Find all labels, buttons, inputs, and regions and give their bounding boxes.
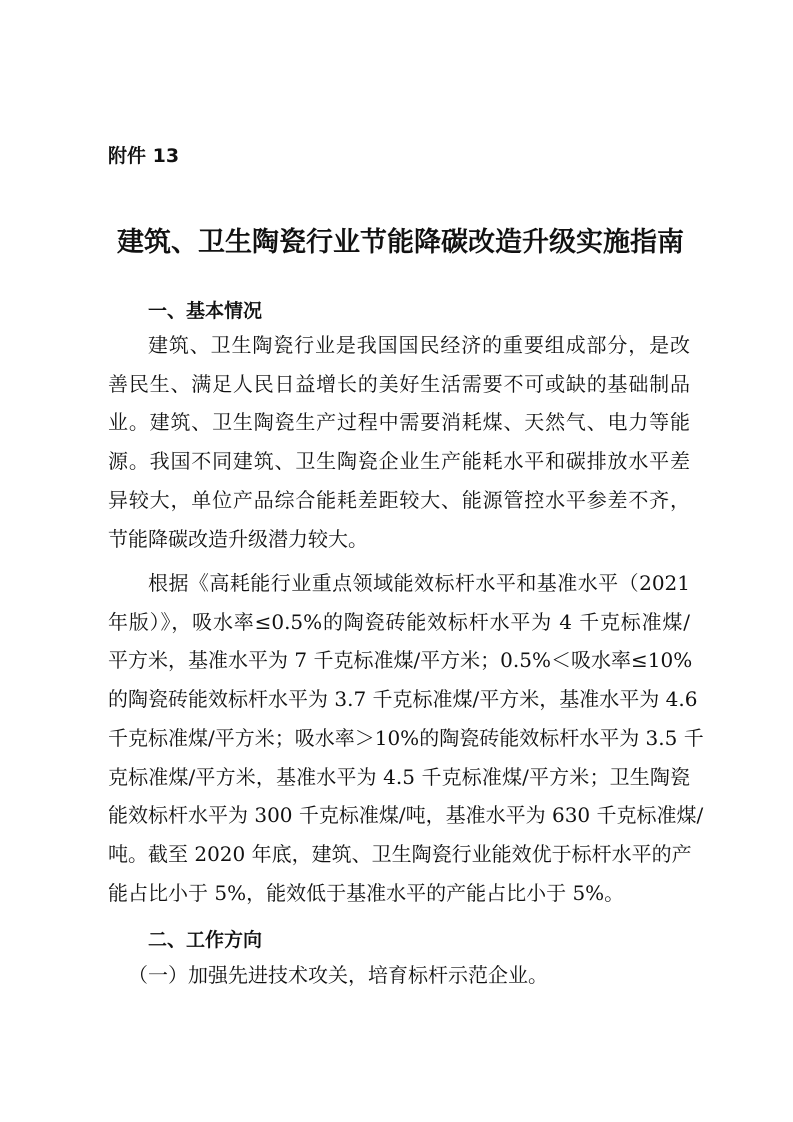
paragraph-line: 千克标准煤/平方米；吸水率＞10%的陶瓷砖能效标杆水平为 3.5 千 <box>108 725 704 750</box>
paragraph-line: 业。建筑、卫生陶瓷生产过程中需要消耗煤、天然气、电力等能 <box>108 410 690 435</box>
paragraph-line: 年版）》，吸水率≤0.5%的陶瓷砖能效标杆水平为 4 千克标准煤/ <box>108 609 690 634</box>
document-title: 建筑、卫生陶瓷行业节能降碳改造升级实施指南 <box>117 227 684 258</box>
paragraph-line: 节能降碳改造升级潜力较大。 <box>108 526 368 551</box>
paragraph-line: 善民生、满足人民日益增长的美好生活需要不可或缺的基础制品 <box>108 371 690 396</box>
section-heading-direction: 二、工作方向 <box>148 929 263 951</box>
paragraph-line: 的陶瓷砖能效标杆水平为 3.7 千克标准煤/平方米，基准水平为 4.6 <box>108 687 698 712</box>
paragraph-line: 根据《高耗能行业重点领域能效标杆水平和基准水平（2021 <box>148 571 690 595</box>
paragraph-line: 克标准煤/平方米，基准水平为 4.5 千克标准煤/平方米；卫生陶瓷 <box>108 764 690 789</box>
paragraph-line: 源。我国不同建筑、卫生陶瓷企业生产能耗水平和碳排放水平差 <box>108 449 690 474</box>
section-heading-basic: 一、基本情况 <box>148 300 263 322</box>
paragraph-line: 吨。截至 2020 年底，建筑、卫生陶瓷行业能效优于标杆水平的产 <box>108 841 692 866</box>
paragraph-line: 异较大，单位产品综合能耗差距较大、能源管控水平参差不齐， <box>108 487 690 512</box>
paragraph-line: 能占比小于 5%，能效低于基准水平的产能占比小于 5%。 <box>108 880 625 905</box>
paragraph-line: 平方米，基准水平为 7 千克标准煤/平方米；0.5%＜吸水率≤10% <box>108 648 693 673</box>
paragraph-line: 能效标杆水平为 300 千克标准煤/吨，基准水平为 630 千克标准煤/ <box>108 803 704 828</box>
subsection-heading: （一）加强先进技术攻关，培育标杆示范企业。 <box>128 963 548 987</box>
paragraph-line: 建筑、卫生陶瓷行业是我国国民经济的重要组成部分，是改 <box>148 333 690 357</box>
attachment-label: 附件 13 <box>108 145 180 167</box>
